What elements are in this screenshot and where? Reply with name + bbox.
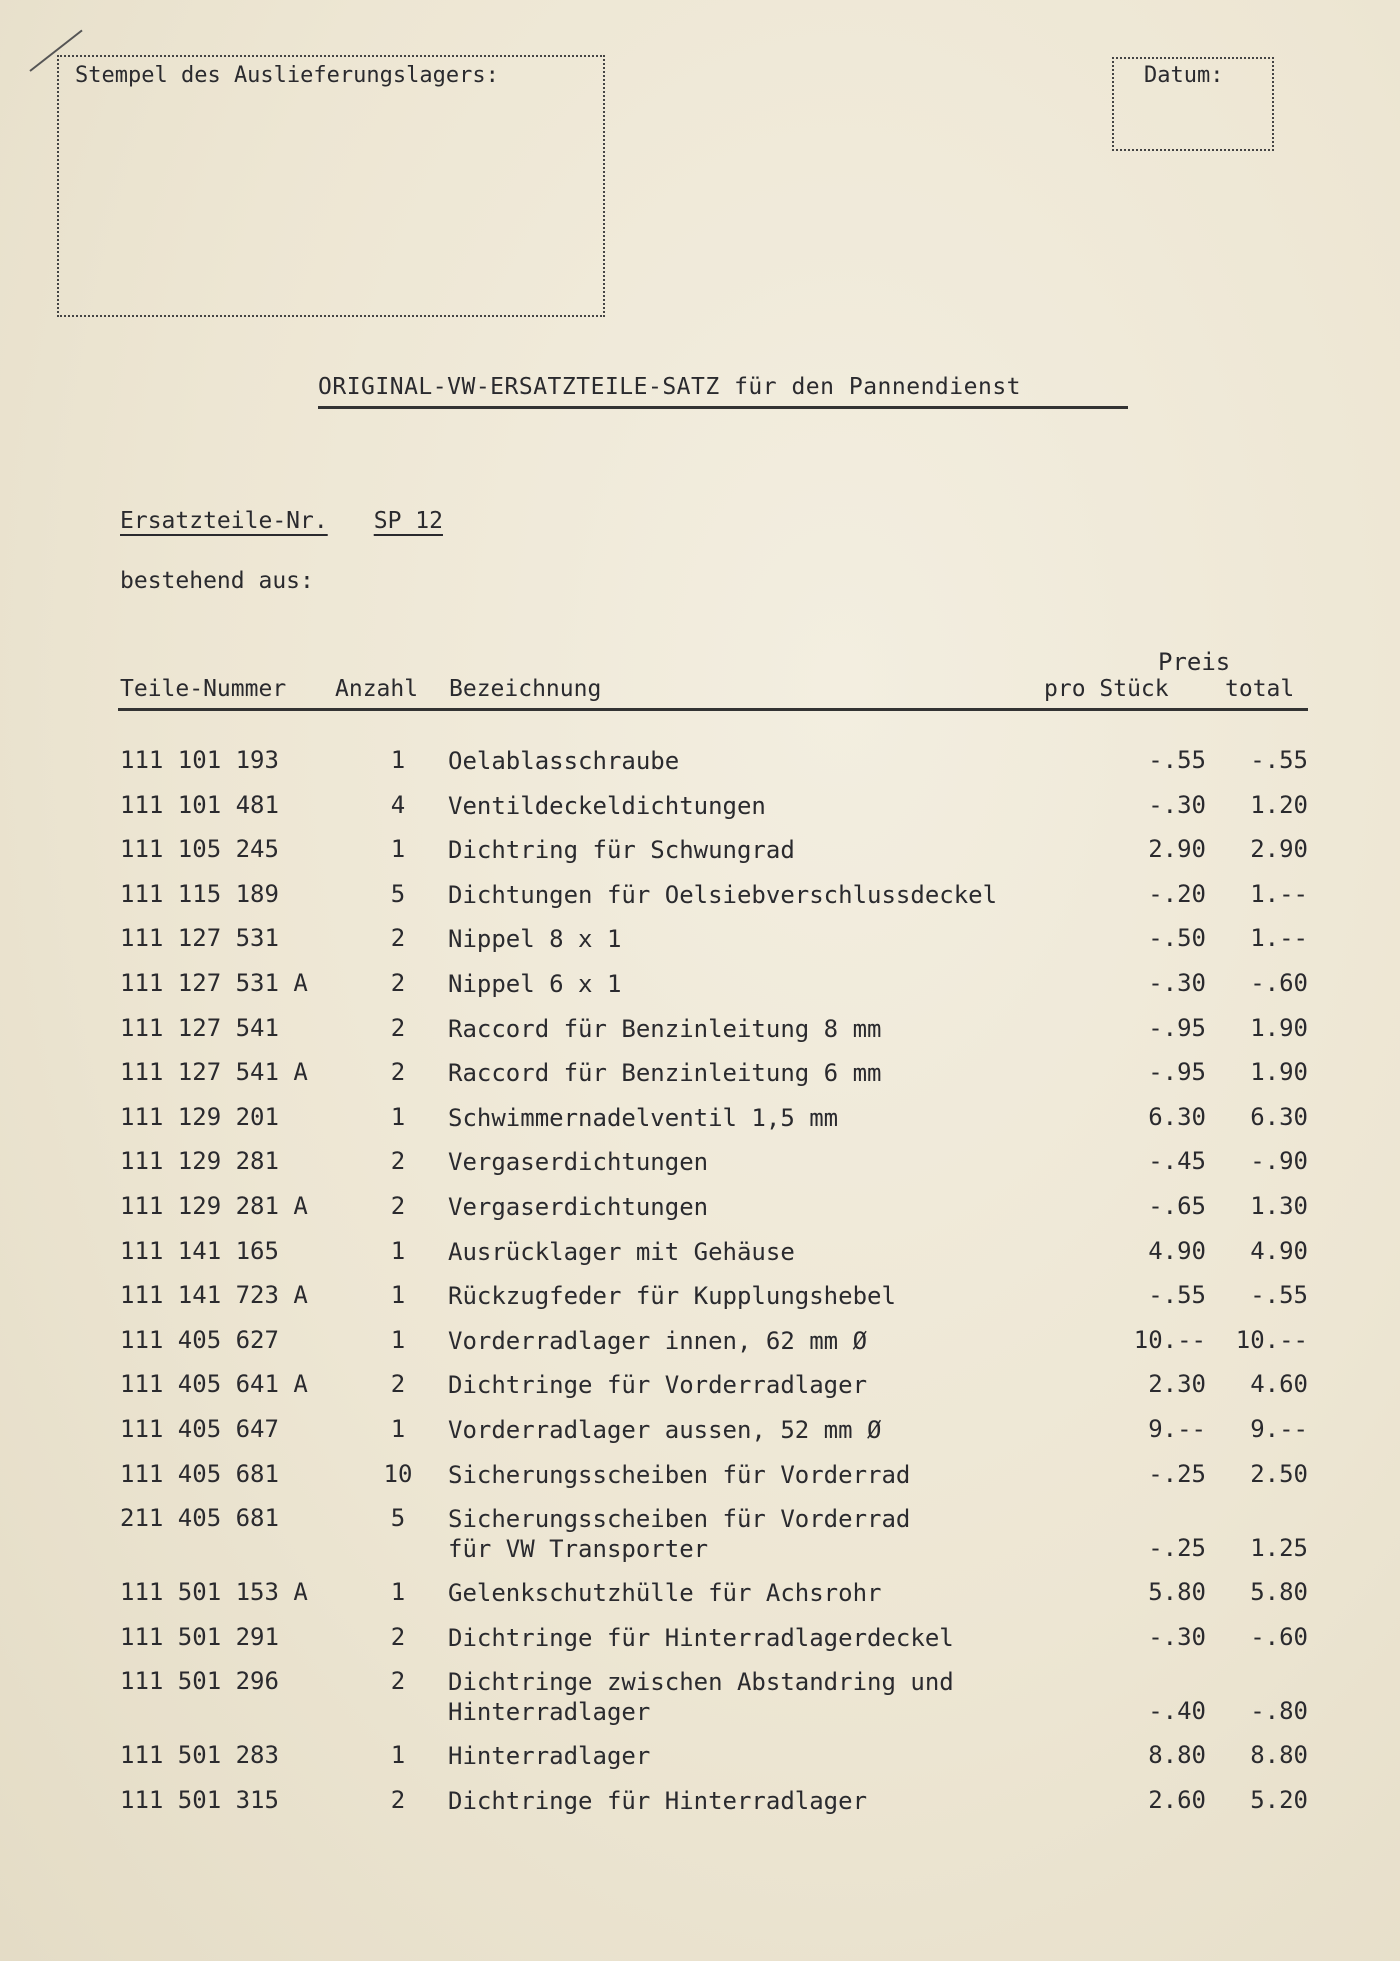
description-cell: Dichtringe für Hinterradlagerdeckel	[448, 1623, 954, 1652]
part-number-cell: 111 405 681	[120, 1459, 279, 1488]
total-price-cell: 10.--	[1235, 1325, 1308, 1354]
description-cell: Vorderradlager innen, 62 mm Ø	[448, 1326, 868, 1355]
part-number-cell: 211 405 681	[120, 1504, 279, 1533]
unit-price-cell: -.30	[1148, 790, 1206, 819]
part-number-cell: 111 101 481	[120, 790, 279, 819]
description-cell: Dichtringe für Vorderradlager	[448, 1371, 868, 1400]
table-row	[0, 1058, 1400, 1103]
total-price-cell: 4.90	[1250, 1236, 1308, 1265]
table-row	[0, 746, 1400, 791]
unit-price-cell: 4.90	[1148, 1236, 1206, 1265]
quantity-cell: 1	[390, 1414, 406, 1443]
header-preis: Preis	[1158, 648, 1231, 676]
description-cell: Vergaserdichtungen	[448, 1148, 709, 1177]
unit-price-cell: -.45	[1148, 1147, 1206, 1176]
table-row	[0, 1326, 1400, 1371]
total-price-cell: -.55	[1250, 1281, 1308, 1310]
part-number-cell: 111 129 281 A	[120, 1191, 308, 1220]
description-line-2: für VW Transporter	[448, 1535, 709, 1564]
unit-price-cell: 8.80	[1148, 1741, 1206, 1770]
description-line-2: Hinterradlager	[448, 1698, 651, 1727]
part-number-cell: 111 501 296	[120, 1667, 279, 1696]
total-price-cell: 1.--	[1250, 924, 1308, 953]
total-price-cell: 1.25	[1250, 1534, 1308, 1563]
unit-price-cell: -.40	[1148, 1697, 1206, 1726]
description-cell: Hinterradlager	[448, 1742, 651, 1771]
table-row	[0, 969, 1400, 1014]
total-price-cell: -.80	[1250, 1697, 1308, 1726]
total-price-cell: -.90	[1250, 1147, 1308, 1176]
total-price-cell: 5.20	[1250, 1785, 1308, 1814]
unit-price-cell: -.55	[1148, 1281, 1206, 1310]
description-cell: Sicherungsscheiben für Vorderrad	[448, 1460, 911, 1489]
quantity-cell: 2	[390, 1191, 406, 1220]
table-row	[0, 835, 1400, 880]
consists-of-label: bestehend aus:	[120, 568, 314, 594]
total-price-cell: 2.90	[1250, 835, 1308, 864]
table-row	[0, 1370, 1400, 1415]
table-row	[0, 1147, 1400, 1192]
description-cell: Rückzugfeder für Kupplungshebel	[448, 1282, 896, 1311]
part-number-cell: 111 501 283	[120, 1741, 279, 1770]
quantity-cell: 1	[390, 1325, 406, 1354]
description-cell	[448, 1504, 910, 1564]
quantity-cell: 1	[390, 1281, 406, 1310]
document-title: ORIGINAL-VW-ERSATZTEILE-SATZ für den Pannendienst	[318, 374, 1128, 409]
description-cell: Nippel 8 x 1	[448, 925, 622, 954]
description-cell: Raccord für Benzinleitung 8 mm	[448, 1014, 882, 1043]
table-row	[0, 924, 1400, 969]
description-line-1: Sicherungsscheiben für Vorderrad	[448, 1505, 911, 1534]
description-cell: Ausrücklager mit Gehäuse	[448, 1237, 795, 1266]
unit-price-cell: -.95	[1148, 1058, 1206, 1087]
total-price-cell: 6.30	[1250, 1102, 1308, 1131]
part-number-cell: 111 127 531	[120, 924, 279, 953]
total-price-cell: 1.--	[1250, 879, 1308, 908]
table-row	[0, 1504, 1400, 1578]
quantity-cell: 1	[390, 1741, 406, 1770]
part-number-cell: 111 129 281	[120, 1147, 279, 1176]
part-number-cell: 111 501 315	[120, 1785, 279, 1814]
part-number-cell: 111 127 541	[120, 1013, 279, 1042]
unit-price-cell: 10.--	[1133, 1325, 1206, 1354]
date-label: Datum:	[1144, 63, 1224, 88]
part-number-cell: 111 127 541 A	[120, 1058, 308, 1087]
part-number-cell: 111 129 201	[120, 1102, 279, 1131]
part-number-cell: 111 141 165	[120, 1236, 279, 1265]
part-number-cell: 111 405 641 A	[120, 1370, 308, 1399]
unit-price-cell: -.50	[1148, 924, 1206, 953]
parts-table	[0, 746, 1400, 1830]
unit-price-cell: -.25	[1148, 1459, 1206, 1488]
quantity-cell: 2	[390, 1622, 406, 1651]
unit-price-cell: -.95	[1148, 1013, 1206, 1042]
description-cell: Dichtungen für Oelsiebverschlussdeckel	[448, 880, 998, 909]
table-row	[0, 1014, 1400, 1059]
table-row	[0, 1786, 1400, 1831]
quantity-cell: 5	[390, 1504, 406, 1533]
total-price-cell: 4.60	[1250, 1370, 1308, 1399]
part-number-cell: 111 501 153 A	[120, 1578, 308, 1607]
unit-price-cell: -.55	[1148, 746, 1206, 774]
quantity-cell: 2	[390, 1370, 406, 1399]
quantity-cell: 2	[390, 1667, 406, 1696]
table-row	[0, 1623, 1400, 1668]
part-number-line	[120, 508, 443, 534]
table-header	[118, 674, 1308, 711]
unit-price-cell: -.25	[1148, 1534, 1206, 1563]
table-row	[0, 1578, 1400, 1623]
stamp-label: Stempel des Auslieferungslagers:	[75, 63, 499, 88]
part-number-cell: 111 501 291	[120, 1622, 279, 1651]
quantity-cell: 1	[390, 1236, 406, 1265]
quantity-cell: 10	[383, 1459, 413, 1488]
description-cell: Oelablasschraube	[448, 747, 680, 775]
part-number-cell: 111 115 189	[120, 879, 279, 908]
quantity-cell: 2	[390, 924, 406, 953]
unit-price-cell: -.65	[1148, 1191, 1206, 1220]
quantity-cell: 1	[390, 835, 406, 864]
description-line-1: Dichtringe zwischen Abstandring und	[448, 1668, 954, 1697]
total-price-cell: 1.30	[1250, 1191, 1308, 1220]
part-number-cell: 111 141 723 A	[120, 1281, 308, 1310]
quantity-cell: 5	[390, 879, 406, 908]
description-cell: Ventildeckeldichtungen	[448, 791, 766, 820]
stamp-box	[57, 55, 605, 317]
description-cell	[448, 1667, 954, 1727]
part-number-cell: 111 405 647	[120, 1414, 279, 1443]
total-price-cell: 9.--	[1250, 1414, 1308, 1443]
unit-price-cell: 9.--	[1148, 1414, 1206, 1443]
table-row	[0, 880, 1400, 925]
header-total: total	[1225, 676, 1295, 702]
total-price-cell: -.60	[1250, 968, 1308, 997]
table-row	[0, 791, 1400, 836]
total-price-cell: 1.90	[1250, 1058, 1308, 1087]
description-cell: Dichtring für Schwungrad	[448, 836, 795, 865]
quantity-cell: 2	[390, 1013, 406, 1042]
description-cell: Schwimmernadelventil 1,5 mm	[448, 1103, 839, 1132]
part-number-cell: 111 127 531 A	[120, 968, 308, 997]
description-cell: Vorderradlager aussen, 52 mm Ø	[448, 1415, 882, 1444]
total-price-cell: 2.50	[1250, 1459, 1308, 1488]
quantity-cell: 4	[390, 790, 406, 819]
header-qty: Anzahl	[335, 676, 419, 702]
unit-price-cell: -.30	[1148, 1622, 1206, 1651]
table-row	[0, 1460, 1400, 1505]
header-desc: Bezeichnung	[449, 676, 602, 702]
table-row	[0, 1103, 1400, 1148]
quantity-cell: 2	[390, 1058, 406, 1087]
unit-price-cell: -.20	[1148, 879, 1206, 908]
quantity-cell: 2	[390, 1785, 406, 1814]
description-cell: Dichtringe für Hinterradlager	[448, 1786, 868, 1815]
part-number-cell: 111 105 245	[120, 835, 279, 864]
quantity-cell: 2	[390, 968, 406, 997]
total-price-cell: 8.80	[1250, 1741, 1308, 1770]
table-row	[0, 1741, 1400, 1786]
table-row	[0, 1192, 1400, 1237]
date-box	[1112, 57, 1274, 151]
table-row	[0, 1237, 1400, 1282]
part-number-value: SP 12	[373, 508, 443, 534]
table-row	[0, 1415, 1400, 1460]
quantity-cell: 1	[390, 1102, 406, 1131]
unit-price-cell: 2.30	[1148, 1370, 1206, 1399]
part-number-label: Ersatzteile-Nr.	[120, 508, 328, 534]
unit-price-cell: 2.60	[1148, 1785, 1206, 1814]
unit-price-cell: 6.30	[1148, 1102, 1206, 1131]
description-cell: Raccord für Benzinleitung 6 mm	[448, 1059, 882, 1088]
quantity-cell: 1	[390, 746, 406, 774]
description-cell: Gelenkschutzhülle für Achsrohr	[448, 1579, 882, 1608]
part-number-cell: 111 101 193	[120, 746, 279, 774]
unit-price-cell: -.30	[1148, 968, 1206, 997]
total-price-cell: 1.20	[1250, 790, 1308, 819]
unit-price-cell: 5.80	[1148, 1578, 1206, 1607]
total-price-cell: 1.90	[1250, 1013, 1308, 1042]
unit-price-cell: 2.90	[1148, 835, 1206, 864]
quantity-cell: 1	[390, 1578, 406, 1607]
part-number-cell: 111 405 627	[120, 1325, 279, 1354]
table-row	[0, 1667, 1400, 1741]
total-price-cell: -.55	[1250, 746, 1308, 774]
description-cell: Vergaserdichtungen	[448, 1192, 709, 1221]
description-cell: Nippel 6 x 1	[448, 969, 622, 998]
header-unit: pro Stück	[1044, 676, 1169, 702]
quantity-cell: 2	[390, 1147, 406, 1176]
total-price-cell: -.60	[1250, 1622, 1308, 1651]
total-price-cell: 5.80	[1250, 1578, 1308, 1607]
table-row	[0, 1281, 1400, 1326]
header-part: Teile-Nummer	[120, 676, 287, 702]
